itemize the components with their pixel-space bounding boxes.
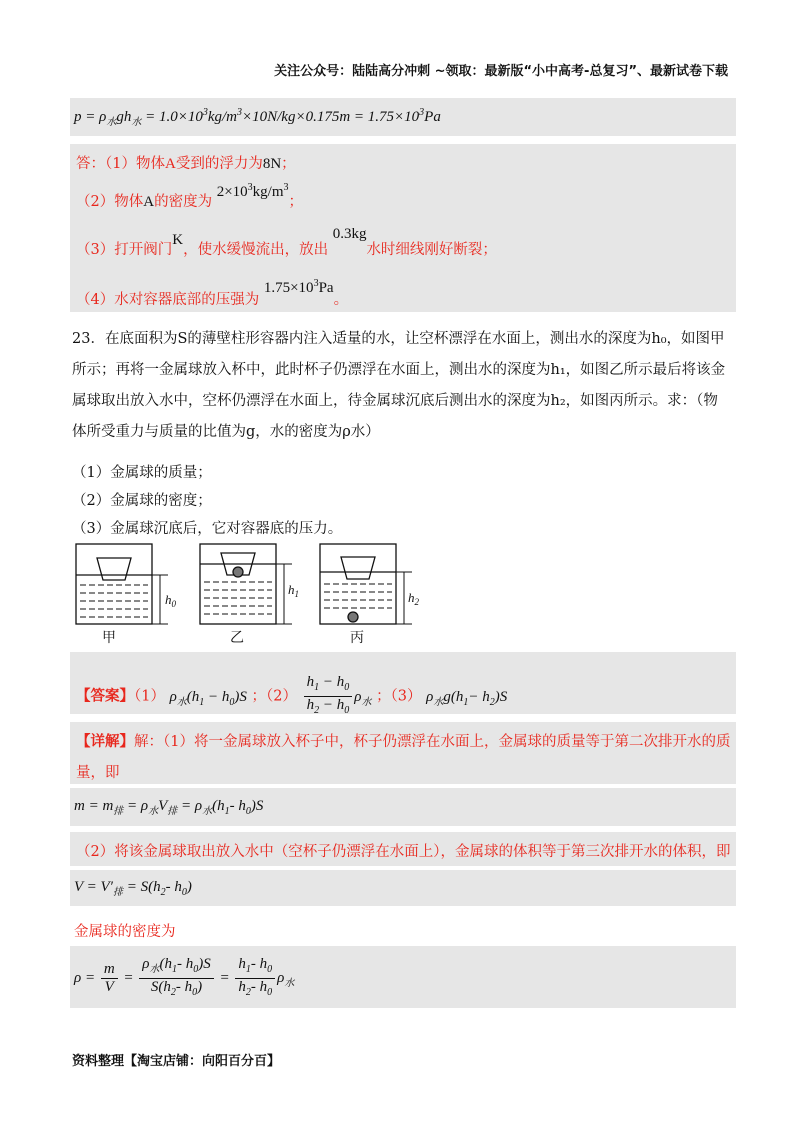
pressure-formula: $p = \rho_水gh_水 = 1.0\times 10^3kg/m^3\times 10N/kg\times 0.175m = 1.75\times 10^3Pa$ bbox=[74, 107, 441, 128]
question-23: 23．在底面积为S的薄壁柱形容器内注入适量的水，让空杯漂浮在水面上，测出水的深度为h₀，如图甲所示；再将一金属球放入杯中，此时杯子仍漂浮在水面上，测出水的深度为h₁，如图乙所示最后将该金属球取出放入水中，空杯仍漂浮在水面上，待金属球沉底后测出水的深度为h₂，如图丙所示。求：（物体所受重力与质量的比值为g，水的密度为ρ水） bbox=[72, 331, 726, 440]
height-label-h2: $h_2$ bbox=[408, 590, 419, 607]
page-footer: 资料整理【淘宝店铺：向阳百分百】 bbox=[72, 1054, 281, 1069]
question-part-2: （2）金属球的密度； bbox=[72, 493, 212, 509]
figure-label-yi: 乙 bbox=[230, 630, 244, 645]
explain-line-3: 金属球的密度为 bbox=[74, 924, 176, 940]
mass-formula-box bbox=[70, 788, 736, 826]
volume-formula-box bbox=[70, 870, 736, 906]
question-part-3: （3）金属球沉底后，它对容器底的压力。 bbox=[72, 521, 343, 537]
page-header: 关注公众号：陆陆高分冲刺 ~领取：最新版“小中高考-总复习”、最新试卷下载 bbox=[274, 64, 728, 79]
height-label-h0: $h_0$ bbox=[165, 592, 176, 609]
answer-line-3: （3）打开阀门K，使水缓慢流出，放出 0.3kg水时细线刚好断裂； bbox=[76, 226, 497, 258]
answer-line-1: 答：（1）物体A受到的浮力为8N； bbox=[76, 156, 296, 172]
figure-label-bing: 丙 bbox=[350, 630, 364, 645]
figure-label-jia: 甲 bbox=[102, 630, 116, 645]
mass-formula: $m = m_排 = \rho_水V_排 = \rho_水(h_1-$ $h_0)S$ bbox=[74, 798, 264, 817]
answer-line-4: （4）水对容器底部的压强为 $1.75\times 10^3Pa$。 bbox=[76, 278, 349, 308]
three-containers-figure bbox=[70, 540, 440, 645]
explain-line-2: （2）将该金属球取出放入水中（空杯子仍漂浮在水面上），金属球的体积等于第三次排开水的体积，即 bbox=[76, 844, 731, 860]
density-formula-box bbox=[70, 946, 736, 1008]
answer-line-2: （2）物体A的密度为 $2\times 10^3kg/m^3$； bbox=[76, 182, 303, 210]
explain-line-1: 【详解】解：（1）将一金属球放入杯子中，杯子仍漂浮在水面上，金属球的质量等于第二次排开水的质 bbox=[76, 733, 731, 750]
volume-formula: $V = V'_排 = S(h_2-$ $h_0$) bbox=[74, 879, 192, 898]
question-part-1: （1）金属球的质量； bbox=[72, 465, 212, 481]
final-answer: 【答案】（1） $\rho_水(h_1 - h_0)S$ ；（2） $\frac{h_1 - h_0}{h_2 - h_0}$ $\rho_水$ ；（3） $\rho_水g(h_1- h_2)S$ bbox=[76, 674, 508, 716]
height-label-h1: $h_1$ bbox=[288, 582, 299, 599]
density-formula: ρ = $\frac{m}{V}$ = $\frac{\rho_水(h_1- h_0)S}{S(h_2- h_0)}$ = $\frac{h_1- h_0}{h_2- h_0}$ $\rho_水$ bbox=[74, 956, 295, 998]
pressure-formula-box bbox=[70, 98, 736, 136]
explain-line-1b: 量，即 bbox=[76, 765, 120, 781]
